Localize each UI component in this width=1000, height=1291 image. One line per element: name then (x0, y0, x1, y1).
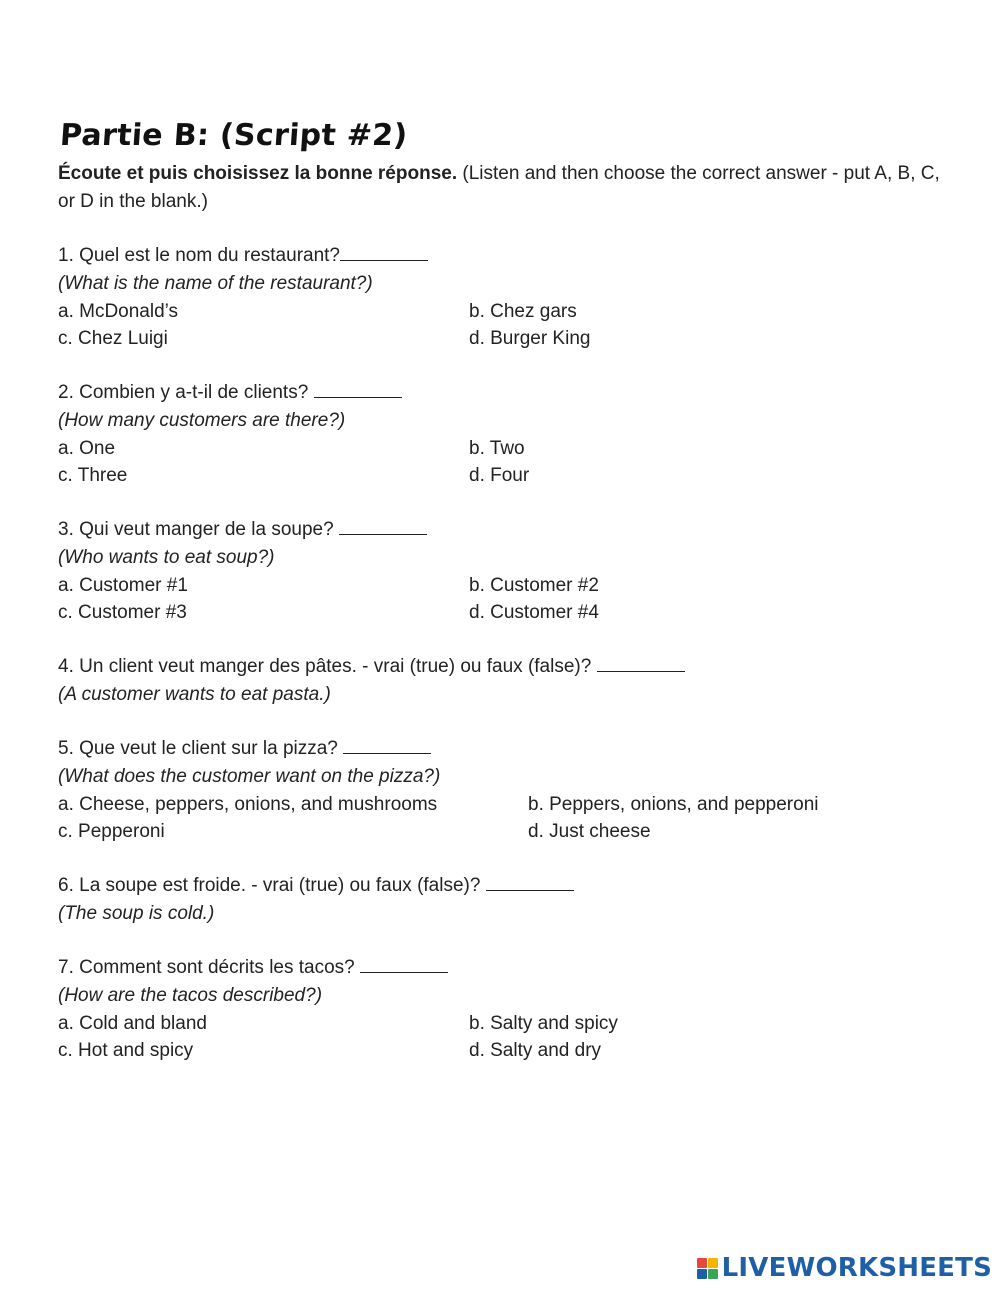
option-b: b. Peppers, onions, and pepperoni (528, 794, 819, 815)
logo-block (697, 1258, 707, 1268)
question-7 (58, 954, 618, 1066)
option-a: a. One (58, 438, 116, 459)
instructions-english: (Listen and then choose the correct answer - put A, B, C, or D in the blank.) (58, 163, 940, 212)
logo-text: LIVEWORKSHEETS (721, 1253, 992, 1283)
question-translation: (How are the tacos described?) (58, 985, 323, 1006)
logo-block (697, 1269, 707, 1279)
option-a: a. Cheese, peppers, onions, and mushrooms (58, 794, 438, 815)
logo-icon (697, 1258, 718, 1279)
option-d: d. Salty and dry (469, 1040, 602, 1061)
question-2 (58, 379, 530, 491)
page-title: Partie B: (Script #2) (58, 118, 409, 153)
option-c: c. Pepperoni (58, 821, 165, 842)
option-a: a. McDonald’s (58, 301, 179, 322)
option-b: b. Two (469, 438, 525, 459)
question-5 (58, 735, 819, 847)
liveworksheets-logo (697, 1253, 992, 1283)
question-text: 3. Qui veut manger de la soupe? (58, 519, 339, 540)
question-translation: (What does the customer want on the pizza?) (58, 766, 441, 787)
option-b: b. Chez gars (469, 301, 577, 322)
logo-block (708, 1258, 718, 1268)
option-c: c. Chez Luigi (58, 328, 168, 349)
option-c: c. Hot and spicy (58, 1040, 194, 1061)
option-c: c. Three (58, 465, 128, 486)
option-d: d. Just cheese (528, 821, 651, 842)
question-translation: (How many customers are there?) (58, 410, 346, 431)
question-6 (58, 872, 574, 928)
question-translation: (What is the name of the restaurant?) (58, 273, 373, 294)
answer-blank[interactable] (343, 736, 431, 754)
option-a: a. Customer #1 (58, 575, 188, 596)
answer-blank[interactable] (597, 654, 685, 672)
instructions-french: Écoute et puis choisissez la bonne réponse. (58, 163, 458, 184)
answer-blank[interactable] (360, 955, 448, 973)
option-c: c. Customer #3 (58, 602, 187, 623)
option-d: d. Customer #4 (469, 602, 599, 623)
option-d: d. Burger King (469, 328, 591, 349)
question-translation: (A customer wants to eat pasta.) (58, 684, 331, 705)
answer-blank[interactable] (314, 380, 402, 398)
option-d: d. Four (469, 465, 530, 486)
question-text: 2. Combien y a-t-il de clients? (58, 382, 314, 403)
question-text: 5. Que veut le client sur la pizza? (58, 738, 344, 759)
question-text: 1. Quel est le nom du restaurant? (58, 245, 340, 266)
question-3 (58, 516, 599, 628)
question-text: 4. Un client veut manger des pâtes. - vrai (true) ou faux (false)? (58, 656, 597, 677)
question-text: 6. La soupe est froide. - vrai (true) ou faux (false)? (58, 875, 486, 896)
question-1 (58, 242, 591, 354)
answer-blank[interactable] (339, 517, 427, 535)
question-text: 7. Comment sont décrits les tacos? (58, 957, 361, 978)
option-a: a. Cold and bland (58, 1013, 207, 1034)
instructions (58, 160, 948, 216)
answer-blank[interactable] (486, 873, 574, 891)
answer-blank[interactable] (340, 243, 428, 261)
option-b: b. Customer #2 (469, 575, 599, 596)
question-translation: (Who wants to eat soup?) (58, 547, 275, 568)
question-translation: (The soup is cold.) (58, 903, 215, 924)
option-b: b. Salty and spicy (469, 1013, 618, 1034)
question-4 (58, 653, 685, 709)
logo-block (708, 1269, 718, 1279)
